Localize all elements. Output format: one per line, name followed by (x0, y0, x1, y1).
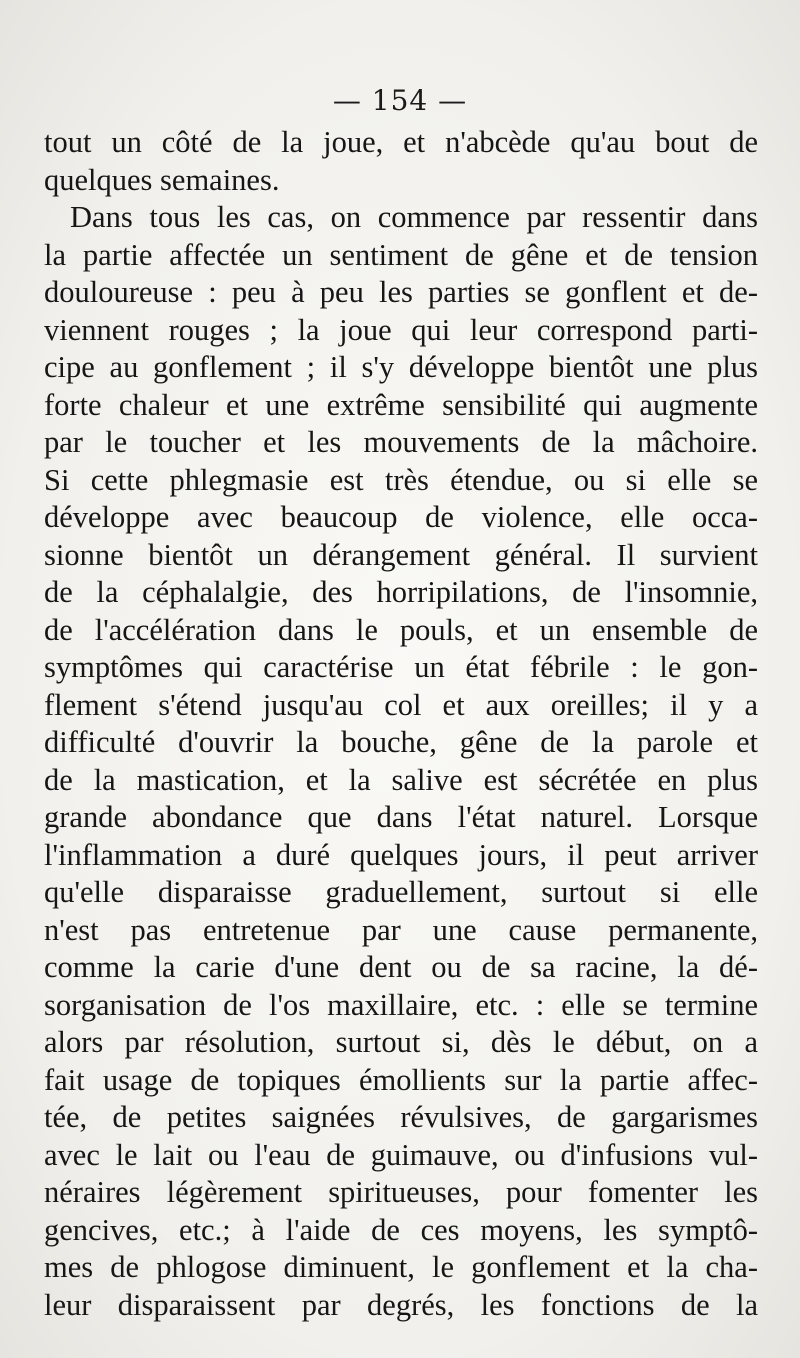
text-line: forte chaleur et une extrême sensibilité qui augmente (44, 387, 758, 422)
text-line: l'inflammation a duré quelques jours, il peut arriver (44, 837, 758, 872)
text-line: de l'accélération dans le pouls, et un ensemble de (44, 612, 758, 647)
text-line: par le toucher et les mouvements de la mâchoire. (44, 425, 758, 459)
body-text (44, 124, 758, 1324)
text-line: tout un côté de la joue, et n'abcède qu'au bout de (44, 125, 758, 159)
text-line: douloureuse : peu à peu les parties se gonflent et de- (44, 275, 758, 309)
text-line: mes de phlogose diminuent, le gonflement et la cha- (44, 1250, 758, 1284)
text-line: alors par résolution, surtout si, dès le début, on a (44, 1025, 758, 1059)
text-line: de la mastication, et la salive est sécrétée en plus (44, 762, 758, 797)
text-line: néraires légèrement spiritueuses, pour fomenter les (44, 1175, 758, 1209)
text-line: Si cette phlegmasie est très étendue, ou si elle se (44, 462, 758, 497)
text-line: tée, de petites saignées révulsives, de gargarismes (44, 1100, 758, 1134)
text-line: avec le lait ou l'eau de guimauve, ou d'infusions vul- (44, 1137, 758, 1172)
text-line: qu'elle disparaisse graduellement, surtout si elle (44, 875, 758, 909)
text-line: sorganisation de l'os maxillaire, etc. : elle se termine (44, 987, 758, 1022)
page-number: — 154 — (332, 84, 468, 117)
text-line: sionne bientôt un dérangement général. Il survient (44, 537, 758, 572)
text-line: Dans tous les cas, on commence par ressentir dans (70, 200, 758, 234)
text-line: gencives, etc.; à l'aide de ces moyens, les symptô- (44, 1212, 758, 1247)
text-line: symptômes qui caractérise un état fébrile : le gon- (44, 650, 758, 684)
text-line: flement s'étend jusqu'au col et aux oreilles; il y a (44, 687, 758, 722)
text-line: développe avec beaucoup de violence, elle occa- (44, 500, 758, 534)
text-line: de la céphalalgie, des horripilations, de l'insomnie, (44, 575, 758, 609)
text-line: quelques semaines. (44, 162, 280, 197)
text-line: fait usage de topiques émollients sur la partie affec- (44, 1062, 758, 1097)
text-line: difficulté d'ouvrir la bouche, gêne de la parole et (44, 725, 758, 759)
text-line: n'est pas entretenue par une cause permanente, (44, 912, 758, 947)
text-line: comme la carie d'une dent ou de sa racine, la dé- (44, 950, 758, 984)
text-line: viennent rouges ; la joue qui leur correspond parti- (44, 312, 758, 347)
text-line: grande abondance que dans l'état naturel. Lorsque (44, 800, 758, 834)
text-line: la partie affectée un sentiment de gêne et de tension (44, 237, 758, 272)
text-line: leur disparaissent par degrés, les fonctions de la (44, 1287, 758, 1322)
text-line: cipe au gonflement ; il s'y développe bientôt une plus (44, 350, 758, 384)
